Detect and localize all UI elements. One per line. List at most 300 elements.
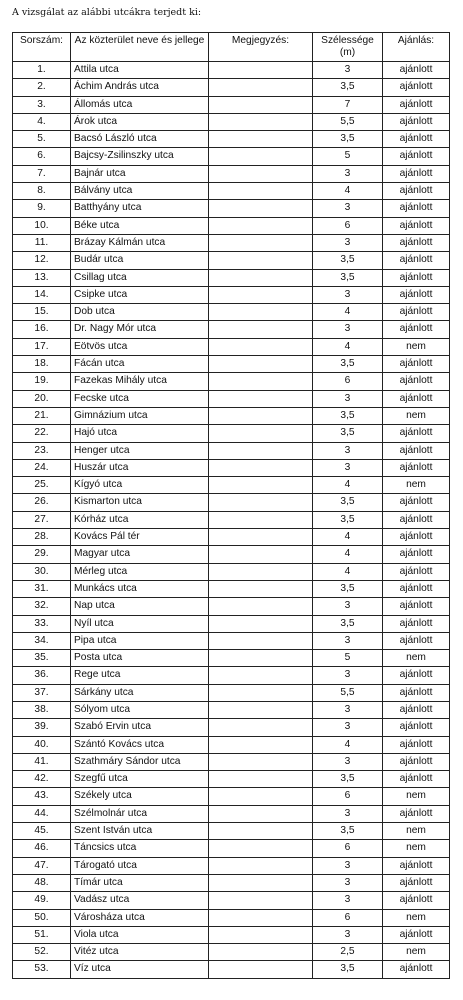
cell-num: 10. [13,217,71,234]
cell-recommendation: ajánlott [383,684,450,701]
cell-recommendation: ajánlott [383,632,450,649]
table-row [13,650,450,667]
cell-num: 42. [13,771,71,788]
table-row [13,356,450,373]
cell-note [209,529,313,546]
cell-num: 51. [13,926,71,943]
header-width: Szélessége (m) [313,33,383,62]
cell-name: Csipke utca [71,286,209,303]
cell-recommendation: ajánlott [383,926,450,943]
header-num: Sorszám: [13,33,71,62]
cell-width: 3,5 [313,79,383,96]
cell-name: Csillag utca [71,269,209,286]
cell-recommendation: ajánlott [383,62,450,79]
table-row [13,217,450,234]
cell-recommendation: ajánlott [383,961,450,978]
cell-width: 4 [313,477,383,494]
cell-name: Attila utca [71,62,209,79]
cell-num: 41. [13,753,71,770]
cell-recommendation: nem [383,407,450,424]
table-row [13,684,450,701]
cell-note [209,632,313,649]
table-header-row [13,33,450,62]
cell-recommendation: ajánlott [383,321,450,338]
table-row [13,719,450,736]
cell-name: Szathmáry Sándor utca [71,753,209,770]
cell-num: 11. [13,234,71,251]
table-row [13,892,450,909]
cell-num: 8. [13,183,71,200]
cell-recommendation: ajánlott [383,598,450,615]
intro-text: A vizsgálat az alábbi utcákra terjedt ki: [12,7,202,18]
cell-width: 6 [313,788,383,805]
cell-recommendation: ajánlott [383,511,450,528]
cell-recommendation: ajánlott [383,805,450,822]
cell-width: 3 [313,701,383,718]
cell-note [209,563,313,580]
cell-width: 6 [313,217,383,234]
cell-num: 52. [13,944,71,961]
cell-note [209,252,313,269]
cell-note [209,546,313,563]
cell-width: 4 [313,546,383,563]
table-row [13,805,450,822]
cell-name: Nyíl utca [71,615,209,632]
table-row [13,304,450,321]
cell-num: 4. [13,113,71,130]
cell-note [209,892,313,909]
cell-width: 3 [313,234,383,251]
cell-note [209,131,313,148]
cell-width: 4 [313,529,383,546]
cell-note [209,338,313,355]
cell-note [209,944,313,961]
cell-width: 4 [313,736,383,753]
cell-num: 53. [13,961,71,978]
table-row [13,788,450,805]
table-row [13,390,450,407]
cell-name: Rege utca [71,667,209,684]
table-row [13,338,450,355]
cell-name: Bajnár utca [71,165,209,182]
cell-note [209,356,313,373]
cell-recommendation: nem [383,944,450,961]
cell-name: Vadász utca [71,892,209,909]
cell-recommendation: ajánlott [383,425,450,442]
table-row [13,494,450,511]
cell-name: Víz utca [71,961,209,978]
cell-recommendation: ajánlott [383,356,450,373]
cell-note [209,598,313,615]
table-row [13,200,450,217]
table-row [13,113,450,130]
cell-num: 15. [13,304,71,321]
cell-name: Szent István utca [71,823,209,840]
cell-num: 28. [13,529,71,546]
cell-recommendation: ajánlott [383,148,450,165]
cell-note [209,148,313,165]
header-name: Az közterület neve és jellege [71,33,209,62]
cell-recommendation: ajánlott [383,286,450,303]
cell-recommendation: ajánlott [383,892,450,909]
cell-note [209,926,313,943]
cell-width: 3,5 [313,131,383,148]
cell-num: 50. [13,909,71,926]
table-row [13,580,450,597]
cell-num: 23. [13,442,71,459]
table-row [13,165,450,182]
cell-num: 38. [13,701,71,718]
cell-note [209,200,313,217]
cell-num: 34. [13,632,71,649]
cell-width: 4 [313,338,383,355]
table-row [13,269,450,286]
cell-recommendation: nem [383,338,450,355]
cell-note [209,373,313,390]
cell-note [209,805,313,822]
cell-name: Nap utca [71,598,209,615]
cell-note [209,580,313,597]
cell-name: Székely utca [71,788,209,805]
table-row [13,753,450,770]
cell-num: 7. [13,165,71,182]
table-row [13,442,450,459]
cell-num: 16. [13,321,71,338]
table-row [13,840,450,857]
cell-width: 3,5 [313,407,383,424]
cell-note [209,684,313,701]
cell-num: 32. [13,598,71,615]
table-row [13,823,450,840]
cell-name: Sólyom utca [71,701,209,718]
cell-width: 3,5 [313,771,383,788]
cell-num: 29. [13,546,71,563]
cell-width: 3,5 [313,580,383,597]
cell-width: 3,5 [313,511,383,528]
cell-num: 21. [13,407,71,424]
cell-name: Szabó Ervin utca [71,719,209,736]
table-row [13,131,450,148]
cell-note [209,304,313,321]
cell-num: 40. [13,736,71,753]
header-rec: Ajánlás: [383,33,450,62]
table-row [13,79,450,96]
cell-recommendation: nem [383,909,450,926]
table-row [13,425,450,442]
cell-note [209,667,313,684]
table-row [13,477,450,494]
table-row [13,961,450,978]
cell-name: Kovács Pál tér [71,529,209,546]
cell-note [209,494,313,511]
cell-num: 48. [13,874,71,891]
cell-note [209,96,313,113]
cell-name: Bajcsy-Zsilinszky utca [71,148,209,165]
table-row [13,598,450,615]
cell-name: Huszár utca [71,459,209,476]
table-row [13,667,450,684]
cell-width: 3 [313,667,383,684]
cell-width: 6 [313,373,383,390]
table-row [13,234,450,251]
cell-width: 3,5 [313,823,383,840]
cell-recommendation: ajánlott [383,459,450,476]
cell-note [209,321,313,338]
cell-name: Gimnázium utca [71,407,209,424]
cell-num: 44. [13,805,71,822]
cell-name: Hajó utca [71,425,209,442]
cell-recommendation: ajánlott [383,529,450,546]
cell-recommendation: ajánlott [383,442,450,459]
table-row [13,407,450,424]
cell-width: 3 [313,62,383,79]
cell-recommendation: nem [383,788,450,805]
cell-num: 5. [13,131,71,148]
cell-name: Tímár utca [71,874,209,891]
cell-name: Bálvány utca [71,183,209,200]
cell-note [209,840,313,857]
cell-name: Árok utca [71,113,209,130]
table-row [13,183,450,200]
cell-num: 17. [13,338,71,355]
cell-width: 3 [313,390,383,407]
cell-width: 3 [313,321,383,338]
table-body [13,62,450,979]
cell-width: 3 [313,598,383,615]
cell-width: 5,5 [313,113,383,130]
cell-note [209,961,313,978]
cell-width: 3,5 [313,961,383,978]
cell-width: 4 [313,183,383,200]
cell-num: 13. [13,269,71,286]
cell-recommendation: ajánlott [383,771,450,788]
table-row [13,701,450,718]
cell-width: 3 [313,926,383,943]
cell-width: 3,5 [313,252,383,269]
cell-num: 14. [13,286,71,303]
cell-note [209,736,313,753]
cell-recommendation: ajánlott [383,736,450,753]
cell-name: Dr. Nagy Mór utca [71,321,209,338]
cell-name: Szélmolnár utca [71,805,209,822]
cell-num: 26. [13,494,71,511]
cell-note [209,442,313,459]
cell-recommendation: ajánlott [383,390,450,407]
cell-note [209,425,313,442]
cell-num: 30. [13,563,71,580]
cell-width: 3 [313,165,383,182]
cell-num: 2. [13,79,71,96]
cell-width: 5,5 [313,684,383,701]
cell-num: 45. [13,823,71,840]
cell-num: 9. [13,200,71,217]
cell-name: Bacsó László utca [71,131,209,148]
cell-recommendation: ajánlott [383,373,450,390]
cell-name: Kórház utca [71,511,209,528]
cell-recommendation: nem [383,477,450,494]
cell-width: 3 [313,857,383,874]
cell-name: Budár utca [71,252,209,269]
cell-note [209,407,313,424]
cell-name: Mérleg utca [71,563,209,580]
table-row [13,96,450,113]
cell-recommendation: ajánlott [383,269,450,286]
cell-width: 6 [313,840,383,857]
cell-num: 19. [13,373,71,390]
cell-recommendation: ajánlott [383,719,450,736]
cell-name: Szántó Kovács utca [71,736,209,753]
cell-name: Szegfű utca [71,771,209,788]
cell-note [209,788,313,805]
table-row [13,546,450,563]
cell-name: Sárkány utca [71,684,209,701]
cell-num: 31. [13,580,71,597]
cell-note [209,217,313,234]
table-row [13,459,450,476]
cell-num: 46. [13,840,71,857]
cell-name: Brázay Kálmán utca [71,234,209,251]
cell-name: Viola utca [71,926,209,943]
cell-name: Kismarton utca [71,494,209,511]
cell-name: Dob utca [71,304,209,321]
cell-width: 3 [313,200,383,217]
cell-name: Munkács utca [71,580,209,597]
table-row [13,926,450,943]
table-row [13,62,450,79]
table-row [13,286,450,303]
cell-note [209,511,313,528]
cell-note [209,909,313,926]
cell-recommendation: ajánlott [383,753,450,770]
cell-num: 37. [13,684,71,701]
cell-num: 12. [13,252,71,269]
cell-recommendation: ajánlott [383,200,450,217]
cell-note [209,874,313,891]
cell-name: Tárogató utca [71,857,209,874]
table-row [13,736,450,753]
cell-recommendation: ajánlott [383,96,450,113]
cell-width: 3 [313,286,383,303]
table-row [13,615,450,632]
cell-width: 2,5 [313,944,383,961]
cell-note [209,857,313,874]
cell-width: 3,5 [313,615,383,632]
table-row [13,373,450,390]
table-row [13,874,450,891]
cell-name: Magyar utca [71,546,209,563]
cell-note [209,113,313,130]
cell-name: Fazekas Mihály utca [71,373,209,390]
cell-num: 33. [13,615,71,632]
cell-width: 3 [313,805,383,822]
table-row [13,321,450,338]
streets-table [12,32,450,979]
cell-note [209,269,313,286]
cell-recommendation: ajánlott [383,252,450,269]
cell-num: 35. [13,650,71,667]
table-row [13,857,450,874]
cell-name: Állomás utca [71,96,209,113]
cell-width: 7 [313,96,383,113]
cell-note [209,650,313,667]
cell-num: 18. [13,356,71,373]
cell-recommendation: ajánlott [383,857,450,874]
cell-recommendation: ajánlott [383,615,450,632]
cell-note [209,615,313,632]
cell-recommendation: ajánlott [383,667,450,684]
cell-width: 4 [313,304,383,321]
cell-num: 43. [13,788,71,805]
cell-name: Vitéz utca [71,944,209,961]
table-row [13,944,450,961]
cell-recommendation: ajánlott [383,131,450,148]
cell-width: 3 [313,874,383,891]
cell-num: 1. [13,62,71,79]
header-note: Megjegyzés: [209,33,313,62]
cell-recommendation: ajánlott [383,701,450,718]
cell-name: Batthyány utca [71,200,209,217]
cell-num: 27. [13,511,71,528]
table-row [13,909,450,926]
cell-note [209,771,313,788]
cell-num: 39. [13,719,71,736]
cell-num: 47. [13,857,71,874]
cell-recommendation: ajánlott [383,217,450,234]
cell-width: 5 [313,148,383,165]
cell-note [209,719,313,736]
cell-name: Pipa utca [71,632,209,649]
table-row [13,771,450,788]
table-row [13,511,450,528]
cell-name: Béke utca [71,217,209,234]
cell-name: Kígyó utca [71,477,209,494]
cell-width: 3,5 [313,269,383,286]
table-row [13,563,450,580]
cell-recommendation: ajánlott [383,165,450,182]
cell-name: Posta utca [71,650,209,667]
cell-num: 3. [13,96,71,113]
cell-num: 36. [13,667,71,684]
cell-name: Henger utca [71,442,209,459]
cell-width: 3 [313,719,383,736]
cell-recommendation: ajánlott [383,234,450,251]
table-row [13,632,450,649]
cell-recommendation: ajánlott [383,874,450,891]
cell-note [209,79,313,96]
cell-note [209,62,313,79]
table-row [13,252,450,269]
cell-width: 3 [313,459,383,476]
cell-recommendation: ajánlott [383,580,450,597]
cell-name: Fácán utca [71,356,209,373]
cell-note [209,701,313,718]
cell-name: Városháza utca [71,909,209,926]
cell-width: 3 [313,632,383,649]
cell-note [209,183,313,200]
cell-name: Fecske utca [71,390,209,407]
cell-width: 6 [313,909,383,926]
cell-name: Áchim András utca [71,79,209,96]
cell-recommendation: ajánlott [383,546,450,563]
cell-recommendation: ajánlott [383,563,450,580]
cell-note [209,753,313,770]
cell-recommendation: ajánlott [383,304,450,321]
cell-note [209,165,313,182]
cell-width: 3 [313,753,383,770]
cell-width: 5 [313,650,383,667]
cell-note [209,459,313,476]
cell-name: Táncsics utca [71,840,209,857]
